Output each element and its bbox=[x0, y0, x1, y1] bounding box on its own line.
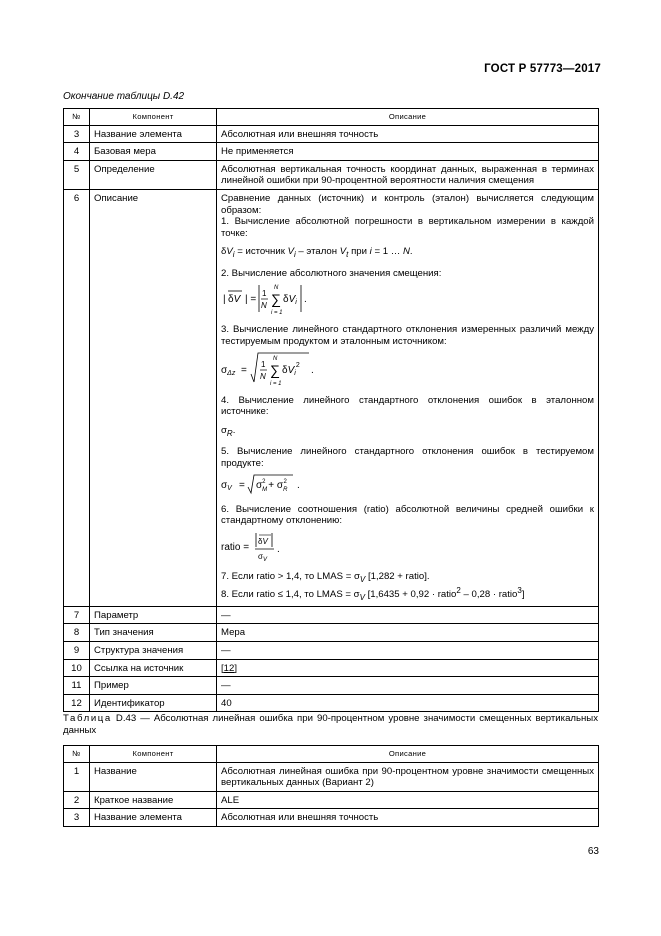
row-description: — bbox=[217, 606, 599, 624]
table-row bbox=[64, 143, 599, 161]
reference-link[interactable]: [12] bbox=[221, 662, 238, 674]
svg-text:| =: | = bbox=[245, 294, 257, 306]
svg-text:δVi2: $\delta V_i^2$ bbox=[282, 361, 300, 377]
column-header-description: Описание bbox=[217, 109, 599, 126]
row-description: ALE bbox=[217, 791, 599, 809]
row-component: Краткое название bbox=[90, 791, 217, 809]
row-description-formulas bbox=[217, 189, 599, 606]
row-component: Название элемента bbox=[90, 809, 217, 827]
svg-text:σΔz: $\sigma_{\Delta z}$ bbox=[221, 364, 236, 377]
svg-text:.: . bbox=[277, 543, 280, 555]
row-component: Структура значения bbox=[90, 642, 217, 660]
row-description bbox=[217, 659, 599, 677]
table-d43-caption: Таблица D.43 — Абсолютная линейная ошибка при 90-процентном уровне значимости смещенных вертикальных данных bbox=[63, 713, 598, 736]
table-header-row bbox=[64, 746, 599, 763]
column-header-description: Описание bbox=[217, 746, 599, 763]
column-header-num: № bbox=[64, 746, 90, 763]
table-row bbox=[64, 677, 599, 695]
table-continuation-caption: Окончание таблицы D.42 bbox=[63, 91, 185, 102]
svg-text:δVi: $\delta V_i$ bbox=[283, 294, 297, 307]
desc-step1: 1. Вычисление абсолютной погрешности в вертикальном измерении в каждой точке: bbox=[221, 216, 594, 239]
svg-text:N: N bbox=[260, 371, 266, 381]
svg-text:1: 1 bbox=[261, 359, 266, 369]
desc-step3: 3. Вычисление линейного стандартного отклонения измеренных различий между тестируемым продуктом и эталонным источником: bbox=[221, 324, 594, 348]
column-header-component: Компонент bbox=[90, 746, 217, 763]
row-description: — bbox=[217, 642, 599, 660]
formula-sigma-v bbox=[221, 473, 594, 497]
svg-text:N: N bbox=[274, 285, 279, 292]
table-row bbox=[64, 809, 599, 827]
table-row bbox=[64, 762, 599, 791]
row-number: 5 bbox=[64, 160, 90, 189]
formula-sigma-r: $\sigma_R$. bbox=[221, 424, 236, 438]
table-row bbox=[64, 125, 599, 143]
formula-delta-v: $\delta V_i$ = источник $V_i$ – эталон $V_t$ при i = 1 … N. bbox=[221, 246, 413, 260]
table-row bbox=[64, 791, 599, 809]
svg-text:=: = bbox=[241, 364, 247, 376]
row-component: Название bbox=[90, 762, 217, 791]
row-number: 7 bbox=[64, 606, 90, 624]
table-d42-end bbox=[63, 108, 599, 712]
row-component: Название элемента bbox=[90, 125, 217, 143]
formula-ratio bbox=[221, 530, 594, 564]
row-component: Тип значения bbox=[90, 624, 217, 642]
row-description: Абсолютная или внешняя точность bbox=[217, 809, 599, 827]
svg-text:δV: δV bbox=[228, 294, 241, 306]
svg-text:i = 1: i = 1 bbox=[270, 380, 282, 387]
row-component: Пример bbox=[90, 677, 217, 695]
table-row bbox=[64, 642, 599, 660]
desc-step7: 7. Если ratio > 1,4, то LMAS = $\sigma_V$ [1,282 + ratio]. bbox=[221, 570, 430, 584]
table-row bbox=[64, 160, 599, 189]
row-number: 11 bbox=[64, 677, 90, 695]
row-component: Описание bbox=[90, 189, 217, 606]
svg-text:i = 1: i = 1 bbox=[271, 310, 283, 317]
svg-text:N: N bbox=[273, 355, 278, 362]
svg-text:1: 1 bbox=[262, 289, 267, 299]
formula-sigma-delta bbox=[221, 350, 594, 388]
table-row bbox=[64, 189, 599, 606]
svg-text:∑: ∑ bbox=[270, 361, 280, 378]
svg-text:.: . bbox=[304, 294, 307, 306]
table-row bbox=[64, 694, 599, 712]
svg-text:σV: $\sigma_V$ bbox=[258, 551, 267, 563]
row-description: Абсолютная вертикальная точность координат данных, выраженная в терминах линейной ошибки при 90-процентной вероятности наличия смещения bbox=[217, 160, 599, 189]
row-number: 12 bbox=[64, 694, 90, 712]
svg-text:ratio =: ratio = bbox=[221, 541, 250, 553]
row-number: 9 bbox=[64, 642, 90, 660]
row-component: Базовая мера bbox=[90, 143, 217, 161]
row-description: Абсолютная или внешняя точность bbox=[217, 125, 599, 143]
svg-text:σM2 + σR2: $\sigma_M2 + \sigma_R2$ bbox=[256, 478, 288, 493]
row-number: 8 bbox=[64, 624, 90, 642]
formula-abs-mean bbox=[221, 281, 594, 317]
row-number: 1 bbox=[64, 762, 90, 791]
svg-text:.: . bbox=[311, 364, 314, 376]
svg-text:∑: ∑ bbox=[271, 291, 281, 308]
row-component: Определение bbox=[90, 160, 217, 189]
svg-text:δV: δV bbox=[258, 536, 268, 546]
document-header: ГОСТ Р 57773—2017 bbox=[484, 63, 601, 75]
row-number: 6 bbox=[64, 189, 90, 606]
row-description: 40 bbox=[217, 694, 599, 712]
desc-step5: 5. Вычисление линейного стандартного отклонения ошибок в тестируемом продукте: bbox=[221, 446, 594, 469]
row-number: 2 bbox=[64, 791, 90, 809]
desc-intro: Сравнение данных (источник) и контроль (эталон) вычисляется следующим образом: bbox=[221, 192, 594, 216]
desc-step6: 6. Вычисление соотношения (ratio) абсолютной величины средней ошибки к стандартному отклонению: bbox=[221, 503, 594, 527]
table-row bbox=[64, 606, 599, 624]
row-description: — bbox=[217, 677, 599, 695]
svg-text:.: . bbox=[297, 479, 300, 491]
svg-text:σV: $\sigma_V$ bbox=[221, 479, 232, 492]
desc-step4: 4. Вычисление линейного стандартного отклонения ошибок в эталонном источнике: bbox=[221, 394, 594, 418]
svg-text:|: | bbox=[223, 294, 226, 306]
row-number: 3 bbox=[64, 125, 90, 143]
row-number: 10 bbox=[64, 659, 90, 677]
row-description: Абсолютная линейная ошибка при 90-процентном уровне значимости смещенных вертикальных данных (Вариант 2) bbox=[217, 762, 599, 791]
page-number: 63 bbox=[587, 846, 599, 857]
desc-step2: 2. Вычисление абсолютного значения смещения: bbox=[221, 267, 442, 279]
svg-text:=: = bbox=[239, 479, 245, 491]
desc-step8: 8. Если ratio ≤ 1,4, то LMAS = $\sigma_V$ [1,6435 + 0,92 · ratio$^2$ – 0,28 · ratio$^3$] bbox=[221, 586, 525, 603]
row-number: 4 bbox=[64, 143, 90, 161]
table-d43 bbox=[63, 745, 599, 827]
table-row bbox=[64, 659, 599, 677]
table-row bbox=[64, 624, 599, 642]
svg-text:N: N bbox=[261, 301, 267, 311]
row-component: Идентификатор bbox=[90, 694, 217, 712]
column-header-num: № bbox=[64, 109, 90, 126]
row-number: 3 bbox=[64, 809, 90, 827]
row-description: Не применяется bbox=[217, 143, 599, 161]
table-header-row bbox=[64, 109, 599, 126]
column-header-component: Компонент bbox=[90, 109, 217, 126]
row-component: Параметр bbox=[90, 606, 217, 624]
row-description: Мера bbox=[217, 624, 599, 642]
row-component: Ссылка на источник bbox=[90, 659, 217, 677]
